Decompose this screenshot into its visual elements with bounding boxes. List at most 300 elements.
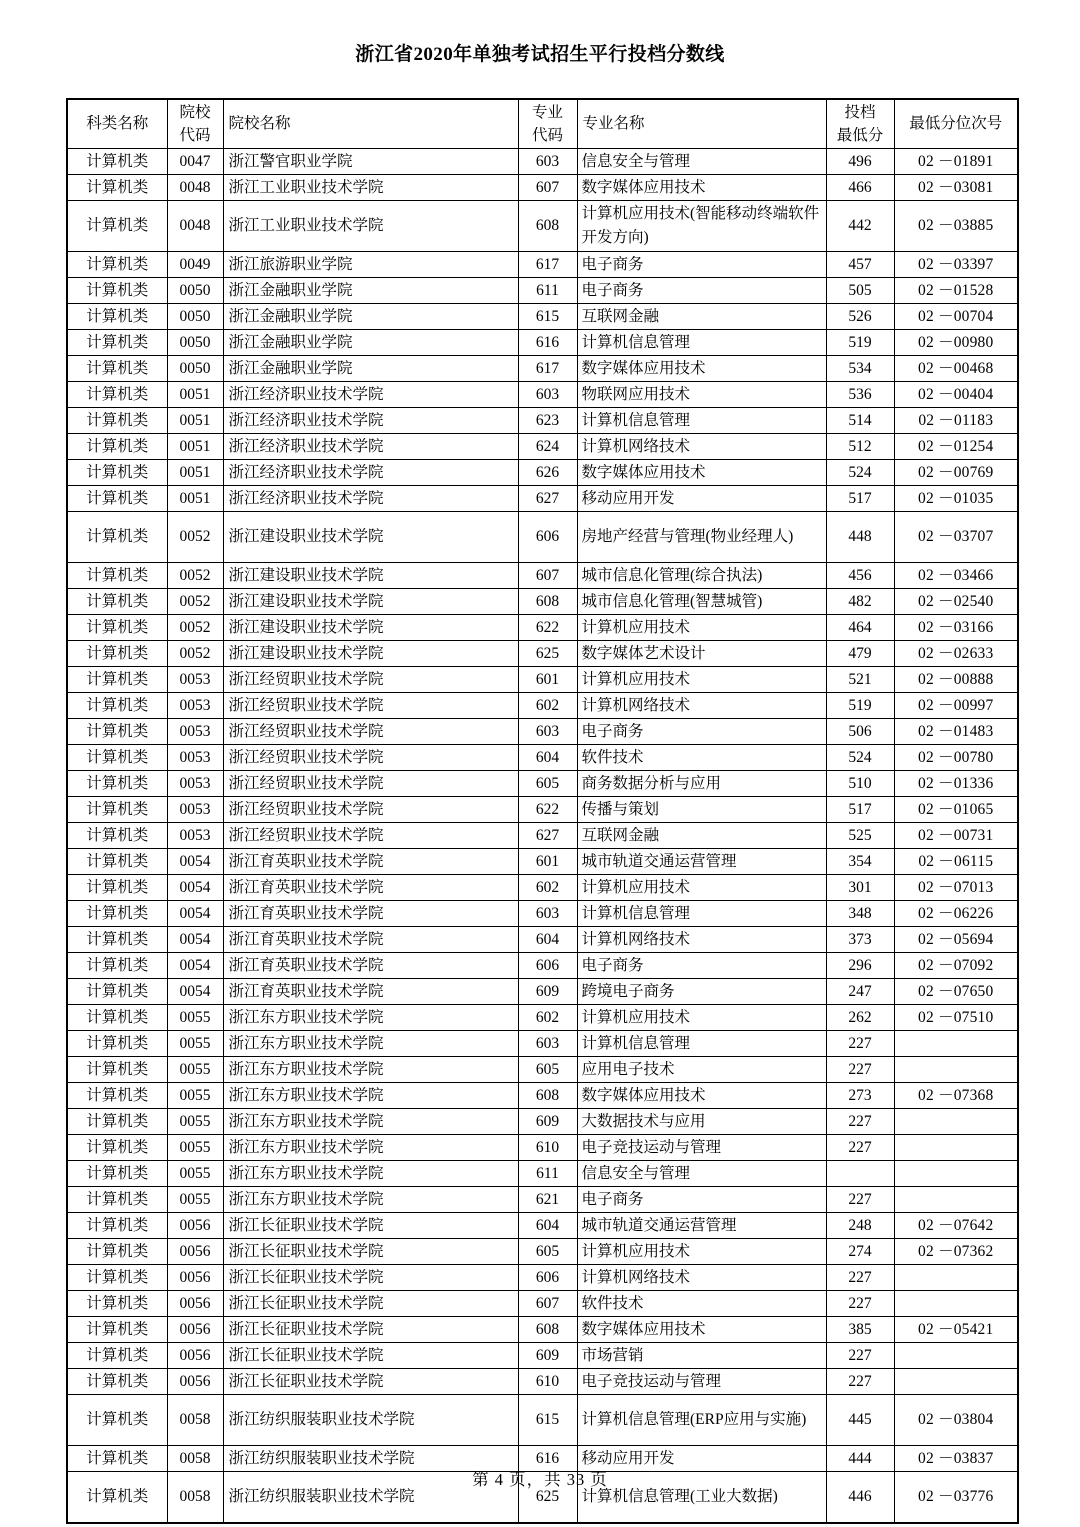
cell-major-code: 627 xyxy=(518,823,577,849)
cell-major-code: 608 xyxy=(518,201,577,252)
table-row xyxy=(67,252,1018,278)
cell-school-code: 0047 xyxy=(167,149,223,175)
cell-school-name: 浙江育英职业技术学院 xyxy=(223,927,518,953)
cell-major-name: 计算机网络技术 xyxy=(577,927,826,953)
cell-subject-category: 计算机类 xyxy=(67,1343,167,1369)
cell-major-name: 计算机信息管理 xyxy=(577,330,826,356)
cell-subject-category: 计算机类 xyxy=(67,1446,167,1472)
cell-min-score: 466 xyxy=(826,175,894,201)
cell-min-score: 444 xyxy=(826,1446,894,1472)
cell-min-rank: 02 －00980 xyxy=(894,330,1018,356)
cell-school-name: 浙江建设职业技术学院 xyxy=(223,641,518,667)
cell-subject-category: 计算机类 xyxy=(67,486,167,512)
cell-subject-category: 计算机类 xyxy=(67,1109,167,1135)
table-row xyxy=(67,175,1018,201)
cell-school-name: 浙江建设职业技术学院 xyxy=(223,615,518,641)
cell-school-code: 0055 xyxy=(167,1005,223,1031)
cell-school-code: 0053 xyxy=(167,823,223,849)
cell-school-name: 浙江建设职业技术学院 xyxy=(223,589,518,615)
cell-min-rank: 02 －03837 xyxy=(894,1446,1018,1472)
admission-score-table xyxy=(66,98,1019,1524)
cell-min-rank: 02 －01065 xyxy=(894,797,1018,823)
cell-subject-category: 计算机类 xyxy=(67,1161,167,1187)
cell-min-score: 506 xyxy=(826,719,894,745)
cell-major-code: 602 xyxy=(518,1005,577,1031)
cell-min-rank: 02 －05421 xyxy=(894,1317,1018,1343)
cell-school-code: 0054 xyxy=(167,979,223,1005)
cell-school-name: 浙江旅游职业学院 xyxy=(223,252,518,278)
major-code-header-line2: 代码 xyxy=(531,127,563,144)
cell-school-code: 0050 xyxy=(167,330,223,356)
cell-min-rank: 02 －03466 xyxy=(894,563,1018,589)
table-row xyxy=(67,512,1018,563)
cell-min-rank xyxy=(894,1031,1018,1057)
cell-min-score: 536 xyxy=(826,382,894,408)
cell-min-rank xyxy=(894,1343,1018,1369)
cell-min-rank: 02 －03081 xyxy=(894,175,1018,201)
cell-major-name: 计算机信息管理 xyxy=(577,1031,826,1057)
cell-min-rank xyxy=(894,1291,1018,1317)
cell-major-code: 601 xyxy=(518,667,577,693)
table-row xyxy=(67,771,1018,797)
cell-subject-category: 计算机类 xyxy=(67,175,167,201)
cell-min-score: 525 xyxy=(826,823,894,849)
cell-min-rank: 02 －07092 xyxy=(894,953,1018,979)
cell-min-score: 227 xyxy=(826,1031,894,1057)
cell-subject-category: 计算机类 xyxy=(67,849,167,875)
cell-school-code: 0052 xyxy=(167,563,223,589)
cell-min-score: 348 xyxy=(826,901,894,927)
column-header-min-score xyxy=(826,99,894,149)
cell-min-rank: 02 －01528 xyxy=(894,278,1018,304)
cell-subject-category: 计算机类 xyxy=(67,1005,167,1031)
table-row xyxy=(67,408,1018,434)
cell-school-code: 0055 xyxy=(167,1161,223,1187)
cell-major-name: 信息安全与管理 xyxy=(577,149,826,175)
cell-major-code: 606 xyxy=(518,512,577,563)
cell-major-code: 603 xyxy=(518,1031,577,1057)
cell-min-rank: 02 －03166 xyxy=(894,615,1018,641)
cell-major-name: 大数据技术与应用 xyxy=(577,1109,826,1135)
cell-school-name: 浙江经济职业技术学院 xyxy=(223,382,518,408)
cell-major-name: 互联网金融 xyxy=(577,304,826,330)
cell-major-name: 计算机信息管理 xyxy=(577,901,826,927)
cell-school-code: 0053 xyxy=(167,797,223,823)
cell-min-score: 301 xyxy=(826,875,894,901)
cell-min-score: 517 xyxy=(826,797,894,823)
cell-min-score: 227 xyxy=(826,1343,894,1369)
cell-min-score: 385 xyxy=(826,1317,894,1343)
cell-subject-category: 计算机类 xyxy=(67,1213,167,1239)
cell-school-code: 0051 xyxy=(167,434,223,460)
cell-min-rank: 02 －03707 xyxy=(894,512,1018,563)
cell-school-name: 浙江经贸职业技术学院 xyxy=(223,745,518,771)
table-row xyxy=(67,875,1018,901)
cell-min-rank: 02 －02633 xyxy=(894,641,1018,667)
cell-major-name: 市场营销 xyxy=(577,1343,826,1369)
cell-major-name: 软件技术 xyxy=(577,1291,826,1317)
cell-min-rank: 02 －03397 xyxy=(894,252,1018,278)
cell-min-score: 524 xyxy=(826,745,894,771)
cell-major-code: 610 xyxy=(518,1135,577,1161)
cell-school-code: 0056 xyxy=(167,1343,223,1369)
cell-min-rank: 02 －07362 xyxy=(894,1239,1018,1265)
column-header-subject-category: 科类名称 xyxy=(67,99,167,149)
cell-min-rank: 02 －01254 xyxy=(894,434,1018,460)
cell-subject-category: 计算机类 xyxy=(67,201,167,252)
cell-major-code: 603 xyxy=(518,149,577,175)
cell-major-code: 608 xyxy=(518,589,577,615)
cell-school-code: 0052 xyxy=(167,589,223,615)
cell-min-score: 247 xyxy=(826,979,894,1005)
cell-major-name: 计算机信息管理(工业大数据) xyxy=(577,1472,826,1524)
cell-min-rank: 02 －07368 xyxy=(894,1083,1018,1109)
cell-min-score: 456 xyxy=(826,563,894,589)
cell-major-code: 606 xyxy=(518,1265,577,1291)
cell-min-rank: 02 －03885 xyxy=(894,201,1018,252)
cell-school-code: 0056 xyxy=(167,1369,223,1395)
cell-school-code: 0050 xyxy=(167,304,223,330)
cell-school-name: 浙江长征职业技术学院 xyxy=(223,1239,518,1265)
cell-subject-category: 计算机类 xyxy=(67,149,167,175)
table-row xyxy=(67,667,1018,693)
cell-school-code: 0058 xyxy=(167,1395,223,1446)
cell-school-name: 浙江东方职业技术学院 xyxy=(223,1109,518,1135)
cell-major-name: 计算机网络技术 xyxy=(577,693,826,719)
cell-major-code: 601 xyxy=(518,849,577,875)
cell-major-code: 610 xyxy=(518,1369,577,1395)
cell-subject-category: 计算机类 xyxy=(67,1317,167,1343)
cell-subject-category: 计算机类 xyxy=(67,1369,167,1395)
cell-major-name: 房地产经营与管理(物业经理人) xyxy=(577,512,826,563)
cell-min-score: 524 xyxy=(826,460,894,486)
cell-min-rank: 02 －00769 xyxy=(894,460,1018,486)
cell-major-code: 622 xyxy=(518,615,577,641)
cell-school-code: 0053 xyxy=(167,745,223,771)
cell-major-name: 数字媒体应用技术 xyxy=(577,175,826,201)
cell-min-rank: 02 －02540 xyxy=(894,589,1018,615)
cell-major-name: 跨境电子商务 xyxy=(577,979,826,1005)
cell-min-rank xyxy=(894,1161,1018,1187)
cell-subject-category: 计算机类 xyxy=(67,1083,167,1109)
cell-major-code: 617 xyxy=(518,252,577,278)
school-code-header-line1: 院校 xyxy=(179,104,211,121)
cell-subject-category: 计算机类 xyxy=(67,512,167,563)
cell-major-name: 商务数据分析与应用 xyxy=(577,771,826,797)
cell-major-code: 605 xyxy=(518,771,577,797)
cell-school-code: 0054 xyxy=(167,927,223,953)
table-row xyxy=(67,1187,1018,1213)
cell-subject-category: 计算机类 xyxy=(67,979,167,1005)
table-row xyxy=(67,1057,1018,1083)
table-row xyxy=(67,589,1018,615)
cell-subject-category: 计算机类 xyxy=(67,1187,167,1213)
cell-school-code: 0054 xyxy=(167,953,223,979)
cell-min-score: 227 xyxy=(826,1265,894,1291)
table-row xyxy=(67,979,1018,1005)
min-score-header-line2: 最低分 xyxy=(836,127,884,144)
table-body xyxy=(67,149,1018,1524)
cell-school-code: 0056 xyxy=(167,1291,223,1317)
table-row xyxy=(67,460,1018,486)
cell-school-name: 浙江建设职业技术学院 xyxy=(223,512,518,563)
cell-min-rank: 02 －00780 xyxy=(894,745,1018,771)
cell-major-code: 603 xyxy=(518,719,577,745)
cell-major-code: 607 xyxy=(518,175,577,201)
table-row xyxy=(67,693,1018,719)
cell-school-name: 浙江金融职业学院 xyxy=(223,278,518,304)
cell-school-name: 浙江东方职业技术学院 xyxy=(223,1083,518,1109)
cell-min-score: 248 xyxy=(826,1213,894,1239)
cell-school-name: 浙江工业职业技术学院 xyxy=(223,175,518,201)
cell-school-code: 0055 xyxy=(167,1187,223,1213)
cell-major-name: 数字媒体艺术设计 xyxy=(577,641,826,667)
cell-subject-category: 计算机类 xyxy=(67,1239,167,1265)
cell-min-score: 445 xyxy=(826,1395,894,1446)
table-row xyxy=(67,1343,1018,1369)
cell-subject-category: 计算机类 xyxy=(67,304,167,330)
table-row xyxy=(67,1005,1018,1031)
table-row xyxy=(67,641,1018,667)
cell-major-code: 604 xyxy=(518,1213,577,1239)
table-row xyxy=(67,1135,1018,1161)
cell-major-name: 电子竞技运动与管理 xyxy=(577,1135,826,1161)
cell-school-name: 浙江经济职业技术学院 xyxy=(223,460,518,486)
cell-subject-category: 计算机类 xyxy=(67,1135,167,1161)
table-row xyxy=(67,1265,1018,1291)
cell-min-score: 373 xyxy=(826,927,894,953)
cell-major-code: 615 xyxy=(518,304,577,330)
cell-school-name: 浙江东方职业技术学院 xyxy=(223,1161,518,1187)
cell-min-score: 519 xyxy=(826,693,894,719)
cell-min-score: 512 xyxy=(826,434,894,460)
cell-min-rank: 02 －00731 xyxy=(894,823,1018,849)
cell-school-name: 浙江育英职业技术学院 xyxy=(223,849,518,875)
cell-min-score: 446 xyxy=(826,1472,894,1524)
cell-min-score: 448 xyxy=(826,512,894,563)
cell-school-name: 浙江建设职业技术学院 xyxy=(223,563,518,589)
cell-major-name: 电子商务 xyxy=(577,1187,826,1213)
cell-min-score: 519 xyxy=(826,330,894,356)
cell-min-rank: 02 －06226 xyxy=(894,901,1018,927)
cell-school-code: 0056 xyxy=(167,1239,223,1265)
cell-school-code: 0051 xyxy=(167,486,223,512)
table-row xyxy=(67,1083,1018,1109)
cell-major-name: 数字媒体应用技术 xyxy=(577,1083,826,1109)
table-row xyxy=(67,797,1018,823)
cell-min-rank: 02 －00404 xyxy=(894,382,1018,408)
cell-major-name: 电子竞技运动与管理 xyxy=(577,1369,826,1395)
cell-subject-category: 计算机类 xyxy=(67,823,167,849)
cell-major-name: 数字媒体应用技术 xyxy=(577,356,826,382)
cell-subject-category: 计算机类 xyxy=(67,563,167,589)
cell-min-score: 534 xyxy=(826,356,894,382)
cell-major-code: 608 xyxy=(518,1083,577,1109)
cell-school-name: 浙江长征职业技术学院 xyxy=(223,1343,518,1369)
cell-major-name: 城市轨道交通运营管理 xyxy=(577,1213,826,1239)
cell-major-name: 城市信息化管理(智慧城管) xyxy=(577,589,826,615)
cell-school-code: 0056 xyxy=(167,1213,223,1239)
cell-subject-category: 计算机类 xyxy=(67,693,167,719)
cell-subject-category: 计算机类 xyxy=(67,667,167,693)
cell-major-code: 625 xyxy=(518,641,577,667)
cell-school-code: 0051 xyxy=(167,382,223,408)
cell-min-rank: 02 －03804 xyxy=(894,1395,1018,1446)
table-row xyxy=(67,1369,1018,1395)
cell-major-name: 计算机信息管理(ERP应用与实施) xyxy=(577,1395,826,1446)
cell-major-code: 603 xyxy=(518,382,577,408)
cell-major-name: 传播与策划 xyxy=(577,797,826,823)
cell-min-score: 496 xyxy=(826,149,894,175)
cell-major-name: 计算机应用技术(智能移动终端软件开发方向) xyxy=(577,201,826,252)
cell-major-name: 计算机应用技术 xyxy=(577,615,826,641)
cell-school-code: 0051 xyxy=(167,408,223,434)
cell-major-code: 611 xyxy=(518,1161,577,1187)
table-row xyxy=(67,719,1018,745)
cell-major-code: 604 xyxy=(518,745,577,771)
school-code-header-line2: 代码 xyxy=(179,127,211,144)
cell-subject-category: 计算机类 xyxy=(67,1057,167,1083)
cell-school-name: 浙江东方职业技术学院 xyxy=(223,1135,518,1161)
cell-major-code: 615 xyxy=(518,1395,577,1446)
table-row xyxy=(67,278,1018,304)
cell-min-score: 274 xyxy=(826,1239,894,1265)
cell-school-code: 0053 xyxy=(167,719,223,745)
cell-min-score: 227 xyxy=(826,1057,894,1083)
cell-major-name: 计算机应用技术 xyxy=(577,667,826,693)
cell-major-name: 电子商务 xyxy=(577,953,826,979)
cell-subject-category: 计算机类 xyxy=(67,278,167,304)
cell-major-code: 616 xyxy=(518,1446,577,1472)
cell-major-name: 物联网应用技术 xyxy=(577,382,826,408)
table-row xyxy=(67,434,1018,460)
table-row xyxy=(67,486,1018,512)
cell-school-name: 浙江纺织服装职业技术学院 xyxy=(223,1472,518,1524)
cell-min-rank: 02 －05694 xyxy=(894,927,1018,953)
cell-major-name: 信息安全与管理 xyxy=(577,1161,826,1187)
cell-major-code: 603 xyxy=(518,901,577,927)
cell-min-score: 510 xyxy=(826,771,894,797)
cell-subject-category: 计算机类 xyxy=(67,901,167,927)
cell-min-score: 517 xyxy=(826,486,894,512)
cell-school-name: 浙江纺织服装职业技术学院 xyxy=(223,1446,518,1472)
cell-school-code: 0053 xyxy=(167,771,223,797)
cell-subject-category: 计算机类 xyxy=(67,875,167,901)
cell-major-name: 数字媒体应用技术 xyxy=(577,460,826,486)
cell-min-score: 457 xyxy=(826,252,894,278)
cell-major-code: 605 xyxy=(518,1057,577,1083)
cell-subject-category: 计算机类 xyxy=(67,1291,167,1317)
table-row xyxy=(67,382,1018,408)
cell-min-rank xyxy=(894,1057,1018,1083)
cell-major-code: 605 xyxy=(518,1239,577,1265)
table-row xyxy=(67,849,1018,875)
cell-min-score: 227 xyxy=(826,1109,894,1135)
column-header-major-name: 专业名称 xyxy=(577,99,826,149)
cell-major-code: 622 xyxy=(518,797,577,823)
major-code-header-line1: 专业 xyxy=(531,104,563,121)
cell-school-code: 0048 xyxy=(167,201,223,252)
table-row xyxy=(67,201,1018,252)
cell-subject-category: 计算机类 xyxy=(67,252,167,278)
cell-major-code: 609 xyxy=(518,979,577,1005)
cell-min-score: 521 xyxy=(826,667,894,693)
cell-school-code: 0054 xyxy=(167,849,223,875)
cell-school-name: 浙江经贸职业技术学院 xyxy=(223,771,518,797)
cell-school-code: 0048 xyxy=(167,175,223,201)
table-row xyxy=(67,1161,1018,1187)
cell-school-code: 0054 xyxy=(167,875,223,901)
table-row xyxy=(67,330,1018,356)
cell-min-rank: 02 －07510 xyxy=(894,1005,1018,1031)
cell-school-name: 浙江经济职业技术学院 xyxy=(223,486,518,512)
cell-subject-category: 计算机类 xyxy=(67,408,167,434)
cell-school-code: 0054 xyxy=(167,901,223,927)
cell-major-name: 计算机网络技术 xyxy=(577,434,826,460)
cell-school-name: 浙江育英职业技术学院 xyxy=(223,979,518,1005)
table-row xyxy=(67,1031,1018,1057)
cell-school-name: 浙江东方职业技术学院 xyxy=(223,1005,518,1031)
cell-school-name: 浙江经贸职业技术学院 xyxy=(223,719,518,745)
cell-school-name: 浙江长征职业技术学院 xyxy=(223,1213,518,1239)
cell-min-score: 479 xyxy=(826,641,894,667)
table-row xyxy=(67,356,1018,382)
cell-subject-category: 计算机类 xyxy=(67,589,167,615)
cell-min-rank: 02 －00888 xyxy=(894,667,1018,693)
cell-min-rank: 02 －01183 xyxy=(894,408,1018,434)
table-row xyxy=(67,1395,1018,1446)
cell-min-rank: 02 －01483 xyxy=(894,719,1018,745)
cell-subject-category: 计算机类 xyxy=(67,745,167,771)
cell-major-code: 602 xyxy=(518,693,577,719)
cell-subject-category: 计算机类 xyxy=(67,615,167,641)
cell-school-name: 浙江经贸职业技术学院 xyxy=(223,667,518,693)
cell-subject-category: 计算机类 xyxy=(67,1472,167,1524)
cell-subject-category: 计算机类 xyxy=(67,382,167,408)
page-title: 浙江省2020年单独考试招生平行投档分数线 xyxy=(355,44,725,65)
cell-min-score: 464 xyxy=(826,615,894,641)
cell-major-code: 602 xyxy=(518,875,577,901)
cell-school-name: 浙江纺织服装职业技术学院 xyxy=(223,1395,518,1446)
table-row xyxy=(67,1317,1018,1343)
cell-subject-category: 计算机类 xyxy=(67,927,167,953)
cell-min-score: 482 xyxy=(826,589,894,615)
page-footer: 第 4 页，共 33 页 xyxy=(472,1470,608,1489)
cell-min-rank xyxy=(894,1265,1018,1291)
cell-major-name: 城市轨道交通运营管理 xyxy=(577,849,826,875)
cell-school-name: 浙江经贸职业技术学院 xyxy=(223,823,518,849)
table-row xyxy=(67,615,1018,641)
cell-major-name: 计算机网络技术 xyxy=(577,1265,826,1291)
table-row xyxy=(67,745,1018,771)
cell-min-score: 354 xyxy=(826,849,894,875)
cell-major-code: 627 xyxy=(518,486,577,512)
cell-subject-category: 计算机类 xyxy=(67,641,167,667)
cell-major-code: 608 xyxy=(518,1317,577,1343)
cell-min-rank: 02 －01336 xyxy=(894,771,1018,797)
table-row xyxy=(67,304,1018,330)
cell-major-code: 617 xyxy=(518,356,577,382)
cell-min-rank: 02 －07650 xyxy=(894,979,1018,1005)
cell-school-code: 0055 xyxy=(167,1135,223,1161)
cell-major-code: 616 xyxy=(518,330,577,356)
cell-major-code: 626 xyxy=(518,460,577,486)
cell-min-rank: 02 －07013 xyxy=(894,875,1018,901)
cell-school-name: 浙江育英职业技术学院 xyxy=(223,901,518,927)
cell-school-name: 浙江经贸职业技术学院 xyxy=(223,693,518,719)
cell-major-code: 611 xyxy=(518,278,577,304)
column-header-school-code xyxy=(167,99,223,149)
